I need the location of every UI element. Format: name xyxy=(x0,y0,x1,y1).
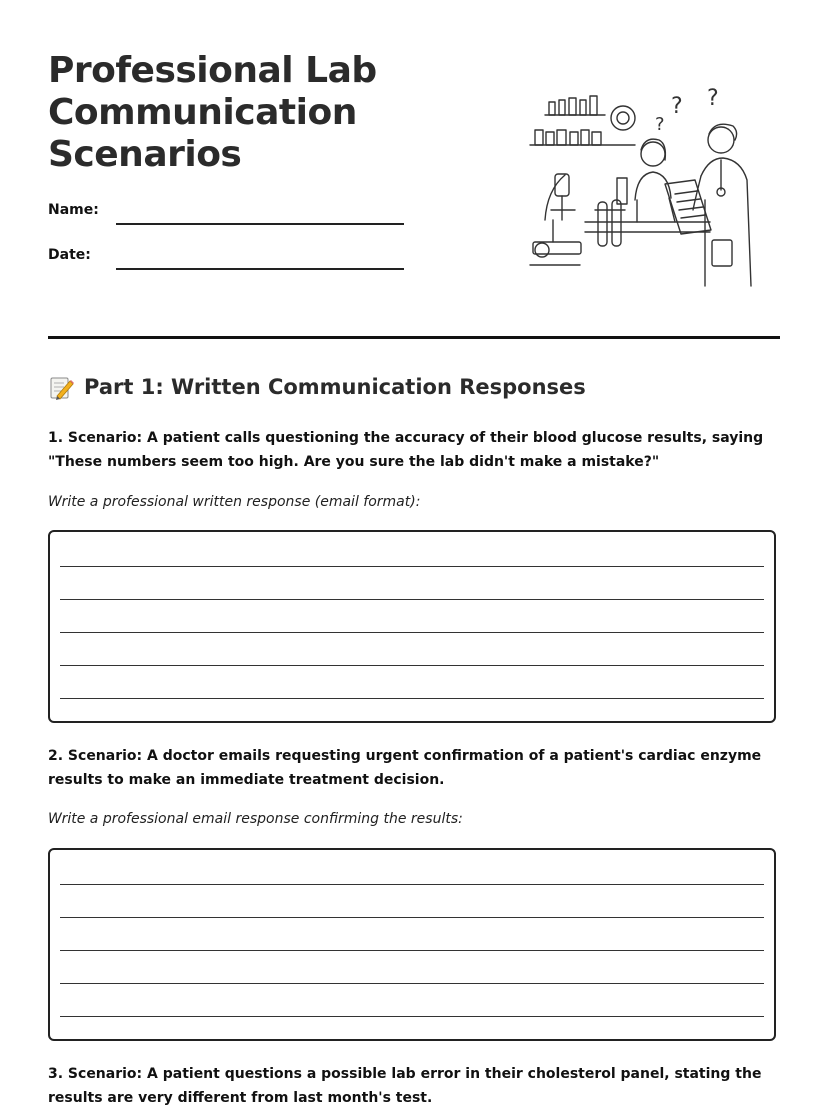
answer-line xyxy=(60,665,764,666)
title-line-1: Professional Lab xyxy=(48,50,377,91)
answer-line xyxy=(60,917,764,918)
scenario-1-text: 1. Scenario: A patient calls questioning the accuracy of their blood glucose results, saying "These numbers seem too high. Are you sure the lab didn't make a mistake?" xyxy=(48,430,764,470)
answer-line xyxy=(60,983,764,984)
name-field[interactable] xyxy=(116,223,404,225)
scenario-3-text: 3. Scenario: A patient questions a possible lab error in their cholesterol panel, stating the results are very different from last month's test. xyxy=(48,1066,762,1106)
scenario-1-answer-box[interactable] xyxy=(48,530,776,723)
part1-heading-text: Part 1: Written Communication Responses xyxy=(84,375,586,399)
title-line-3: Scenarios xyxy=(48,134,242,175)
answer-line xyxy=(60,950,764,951)
question-mark-2: ? xyxy=(707,86,719,111)
lab-scene-illustration xyxy=(525,80,775,290)
question-mark-1: ? xyxy=(671,94,683,119)
answer-line xyxy=(60,566,764,567)
answer-line xyxy=(60,698,764,699)
worksheet-title xyxy=(48,50,468,176)
scenario-2-answer-box[interactable] xyxy=(48,848,776,1041)
date-field[interactable] xyxy=(116,268,404,270)
name-label: Name: xyxy=(48,202,99,218)
answer-line xyxy=(60,599,764,600)
scenario-2-text: 2. Scenario: A doctor emails requesting urgent confirmation of a patient's cardiac enzyme results to make an immediate treatment decision. xyxy=(48,748,762,788)
date-label: Date: xyxy=(48,247,91,263)
scenario-1-instruction: Write a professional written response (email format): xyxy=(48,494,421,510)
title-line-2: Communication xyxy=(48,92,357,133)
section-divider xyxy=(48,336,780,339)
scenario-2-instruction: Write a professional email response confirming the results: xyxy=(48,811,463,827)
answer-line xyxy=(60,884,764,885)
question-mark-3: ? xyxy=(655,114,665,135)
part1-heading xyxy=(48,374,586,400)
answer-line xyxy=(60,1016,764,1017)
answer-line xyxy=(60,632,764,633)
memo-pencil-icon xyxy=(48,374,74,400)
